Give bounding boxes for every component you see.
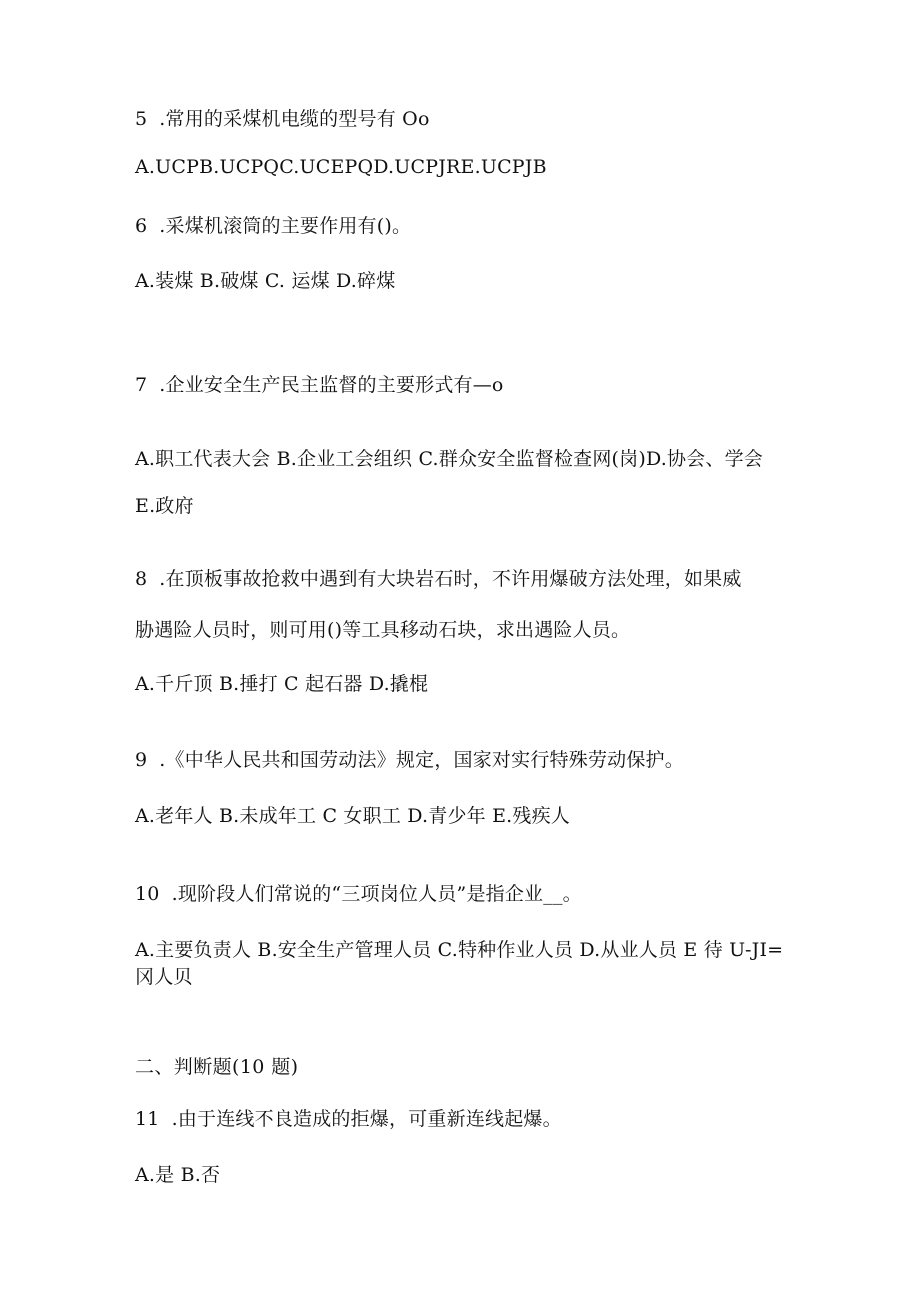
question-text: .《中华人民共和国劳动法》规定，国家对实行特殊劳动保护。 — [159, 749, 684, 771]
question-8 — [135, 567, 742, 591]
question-7-options: A.职工代表大会 B.企业工会组织 C.群众安全监督检查网(岗)D.协会、学会 — [135, 448, 763, 470]
question-8-text-continued: 胁遇险人员时，则可用()等工具移动石块，求出遇险人员。 — [135, 619, 631, 641]
question-text: .由于连线不良造成的拒爆，可重新连线起爆。 — [171, 1108, 562, 1130]
question-number: 5 — [135, 108, 148, 130]
question-11-options: A.是 B.否 — [135, 1164, 221, 1186]
question-9-options: A.老年人 B.未成年工 C 女职工 D.青少年 E.残疾人 — [135, 805, 571, 827]
question-9 — [135, 748, 684, 772]
question-number: 6 — [135, 215, 148, 237]
question-text: .常用的采煤机电缆的型号有 Oo — [159, 108, 430, 130]
question-10-options-continued: 冈人贝 — [135, 966, 193, 988]
question-6-options: A.装煤 B.破煤 C. 运煤 D.碎煤 — [135, 270, 396, 292]
question-8-options: A.千斤顶 B.捶打 C 起石器 D.撬棍 — [135, 673, 429, 695]
question-number: 7 — [135, 374, 148, 396]
question-text: .企业安全生产民主监督的主要形式有—o — [159, 374, 504, 396]
question-5-options: A.UCPB.UCPQC.UCEPQD.UCPJRE.UCPJB — [135, 156, 547, 178]
question-number: 8 — [135, 568, 148, 590]
question-7 — [135, 373, 504, 397]
question-11 — [135, 1107, 562, 1131]
question-10-options: A.主要负责人 B.安全生产管理人员 C.特种作业人员 D.从业人员 E 待 U-JI= — [135, 939, 784, 961]
question-text: .现阶段人们常说的“三项岗位人员”是指企业__。 — [171, 883, 582, 905]
question-number: 10 — [135, 883, 160, 905]
question-number: 11 — [135, 1108, 160, 1130]
question-7-options-continued: E.政府 — [135, 495, 194, 517]
section-title-true-false: 二、判断题(10 题) — [135, 1056, 299, 1078]
question-5 — [135, 107, 430, 131]
question-10 — [135, 882, 582, 906]
question-text: .在顶板事故抢救中遇到有大块岩石时，不许用爆破方法处理，如果威 — [159, 568, 742, 590]
question-number: 9 — [135, 749, 148, 771]
question-6 — [135, 214, 411, 238]
question-text: .采煤机滚筒的主要作用有()。 — [159, 215, 412, 237]
